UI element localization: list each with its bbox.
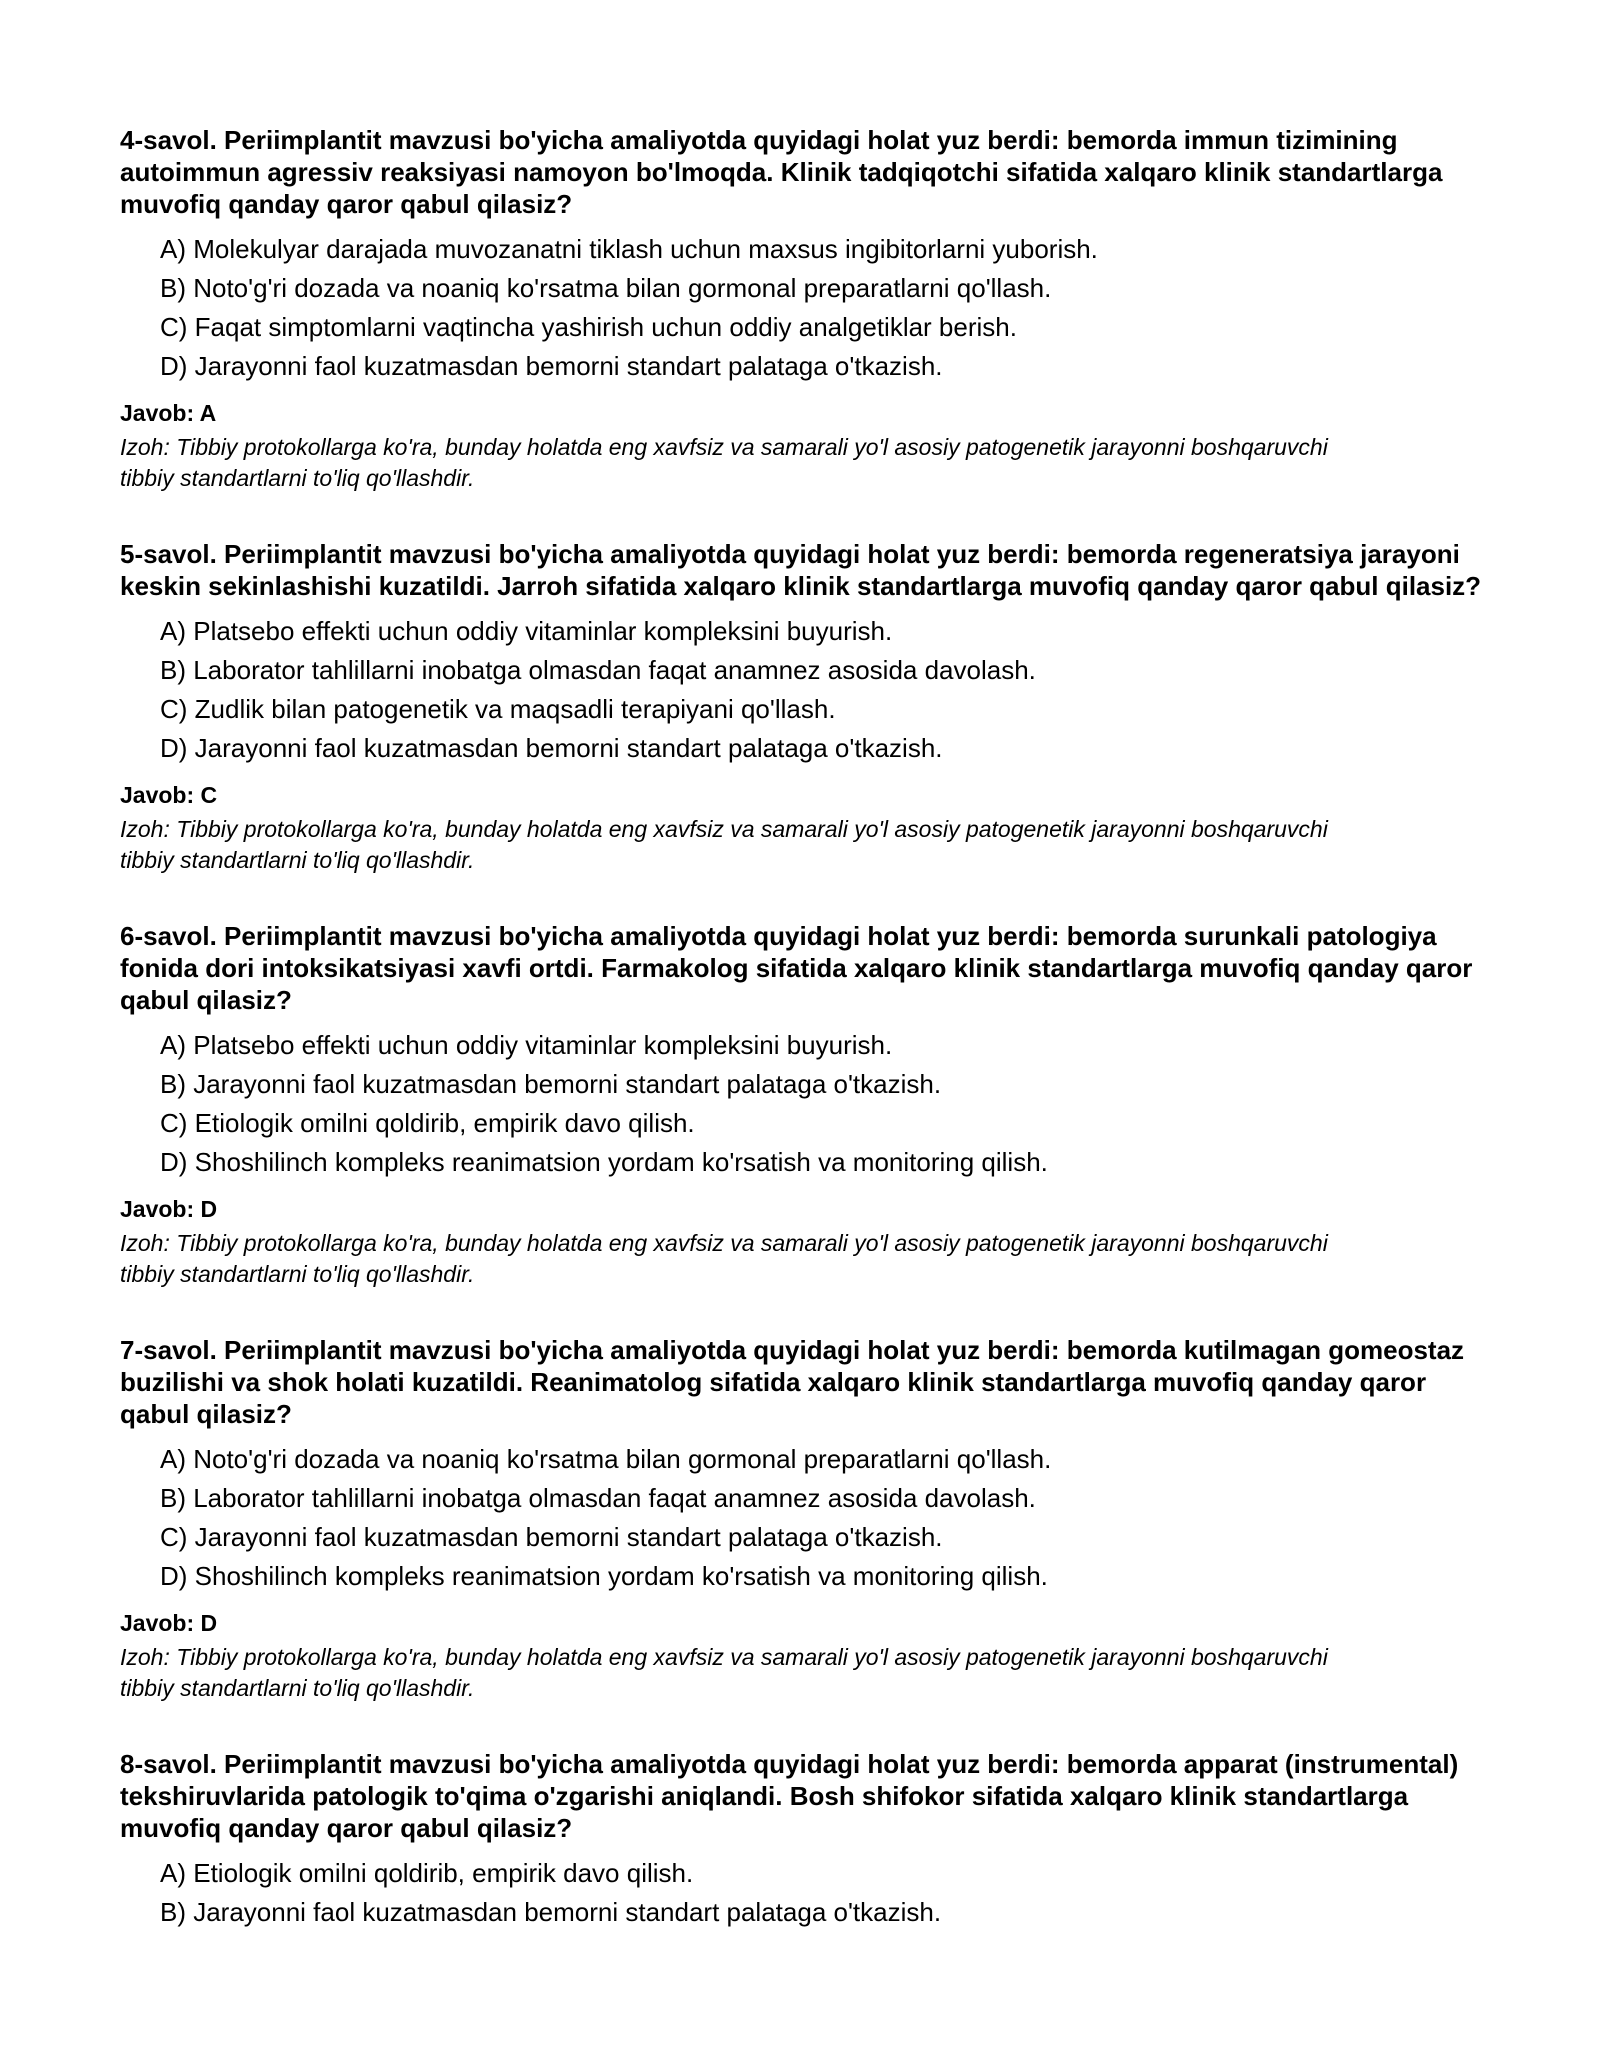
option-b: B) Jarayonni faol kuzatmasdan bemorni standart palataga o'tkazish. xyxy=(160,1897,942,1927)
answer-options xyxy=(120,612,1500,768)
explanation-note: Izoh: Tibbiy protokollarga ko'ra, bunday holatda eng xavfsiz va samarali yo'l asosiy patogenetik jarayonni boshqaruvchi tibbiy standartlarni to'liq qo'llashdir. xyxy=(120,1230,1328,1287)
option-c: C) Faqat simptomlarni vaqtincha yashirish uchun oddiy analgetiklar berish. xyxy=(160,312,1017,342)
answer-options xyxy=(120,1440,1500,1596)
question-title: 7-savol. Periimplantit mavzusi bo'yicha amaliyotda quyidagi holat yuz berdi: bemorda kutilmagan gomeostaz buzilishi va shok holati kuzatildi. Reanimatolog sifatida xalqaro klinik standartlarga muvofiq qanday qaror qabul qilasiz? xyxy=(120,1335,1465,1429)
option-d: D) Shoshilinch kompleks reanimatsion yordam ko'rsatish va monitoring qilish. xyxy=(160,1561,1048,1591)
correct-answer: Javob: D xyxy=(120,1196,218,1222)
option-b: B) Jarayonni faol kuzatmasdan bemorni standart palataga o'tkazish. xyxy=(160,1069,942,1099)
question-title: 5-savol. Periimplantit mavzusi bo'yicha amaliyotda quyidagi holat yuz berdi: bemorda regeneratsiya jarayoni keskin sekinlashishi kuzatildi. Jarroh sifatida xalqaro klinik standartlarga muvofiq qanday qaror qabul qilasiz? xyxy=(120,539,1482,601)
correct-answer: Javob: A xyxy=(120,400,217,426)
answer-options xyxy=(120,230,1500,386)
question-title: 8-savol. Periimplantit mavzusi bo'yicha amaliyotda quyidagi holat yuz berdi: bemorda apparat (instrumental) tekshiruvlarida patologik to'qima o'zgarishi aniqlandi. Bosh shifokor sifatida xalqaro klinik standartlarga muvofiq qanday qaror qabul qilasiz? xyxy=(120,1749,1459,1843)
explanation-note: Izoh: Tibbiy protokollarga ko'ra, bunday holatda eng xavfsiz va samarali yo'l asosiy patogenetik jarayonni boshqaruvchi tibbiy standartlarni to'liq qo'llashdir. xyxy=(120,816,1328,873)
option-a: A) Noto'g'ri dozada va noaniq ko'rsatma bilan gormonal preparatlarni qo'llash. xyxy=(160,1444,1052,1474)
explanation-note: Izoh: Tibbiy protokollarga ko'ra, bunday holatda eng xavfsiz va samarali yo'l asosiy patogenetik jarayonni boshqaruvchi tibbiy standartlarni to'liq qo'llashdir. xyxy=(120,434,1328,491)
document-body xyxy=(120,124,1500,1976)
correct-answer: Javob: D xyxy=(120,1610,218,1636)
question-title: 6-savol. Periimplantit mavzusi bo'yicha amaliyotda quyidagi holat yuz berdi: bemorda surunkali patologiya fonida dori intoksikatsiyasi xavfi ortdi. Farmakolog sifatida xalqaro klinik standartlarga muvofiq qanday qaror qabul qilasiz? xyxy=(120,921,1473,1015)
option-a: A) Platsebo effekti uchun oddiy vitaminlar kompleksini buyurish. xyxy=(160,616,893,646)
option-d: D) Shoshilinch kompleks reanimatsion yordam ko'rsatish va monitoring qilish. xyxy=(160,1147,1048,1177)
question-4 xyxy=(120,124,1500,494)
option-a: A) Molekulyar darajada muvozanatni tiklash uchun maxsus ingibitorlarni yuborish. xyxy=(160,234,1098,264)
option-c: C) Etiologik omilni qoldirib, empirik davo qilish. xyxy=(160,1108,695,1138)
question-7 xyxy=(120,1334,1500,1704)
option-d: D) Jarayonni faol kuzatmasdan bemorni standart palataga o'tkazish. xyxy=(160,351,943,381)
explanation-note: Izoh: Tibbiy protokollarga ko'ra, bunday holatda eng xavfsiz va samarali yo'l asosiy patogenetik jarayonni boshqaruvchi tibbiy standartlarni to'liq qo'llashdir. xyxy=(120,1644,1328,1701)
option-a: A) Etiologik omilni qoldirib, empirik davo qilish. xyxy=(160,1858,694,1888)
question-6 xyxy=(120,920,1500,1290)
question-8 xyxy=(120,1748,1500,1932)
answer-options xyxy=(120,1854,1500,1932)
option-c: C) Jarayonni faol kuzatmasdan bemorni standart palataga o'tkazish. xyxy=(160,1522,943,1552)
option-a: A) Platsebo effekti uchun oddiy vitaminlar kompleksini buyurish. xyxy=(160,1030,893,1060)
option-b: B) Laborator tahlillarni inobatga olmasdan faqat anamnez asosida davolash. xyxy=(160,655,1036,685)
option-b: B) Laborator tahlillarni inobatga olmasdan faqat anamnez asosida davolash. xyxy=(160,1483,1036,1513)
question-title: 4-savol. Periimplantit mavzusi bo'yicha amaliyotda quyidagi holat yuz berdi: bemorda immun tizimining autoimmun agressiv reaksiyasi namoyon bo'lmoqda. Klinik tadqiqotchi sifatida xalqaro klinik standartlarga muvofiq qanday qaror qabul qilasiz? xyxy=(120,125,1443,219)
answer-options xyxy=(120,1026,1500,1182)
option-d: D) Jarayonni faol kuzatmasdan bemorni standart palataga o'tkazish. xyxy=(160,733,943,763)
option-c: C) Zudlik bilan patogenetik va maqsadli terapiyani qo'llash. xyxy=(160,694,836,724)
correct-answer: Javob: C xyxy=(120,782,218,808)
option-b: B) Noto'g'ri dozada va noaniq ko'rsatma bilan gormonal preparatlarni qo'llash. xyxy=(160,273,1052,303)
question-5 xyxy=(120,538,1500,876)
